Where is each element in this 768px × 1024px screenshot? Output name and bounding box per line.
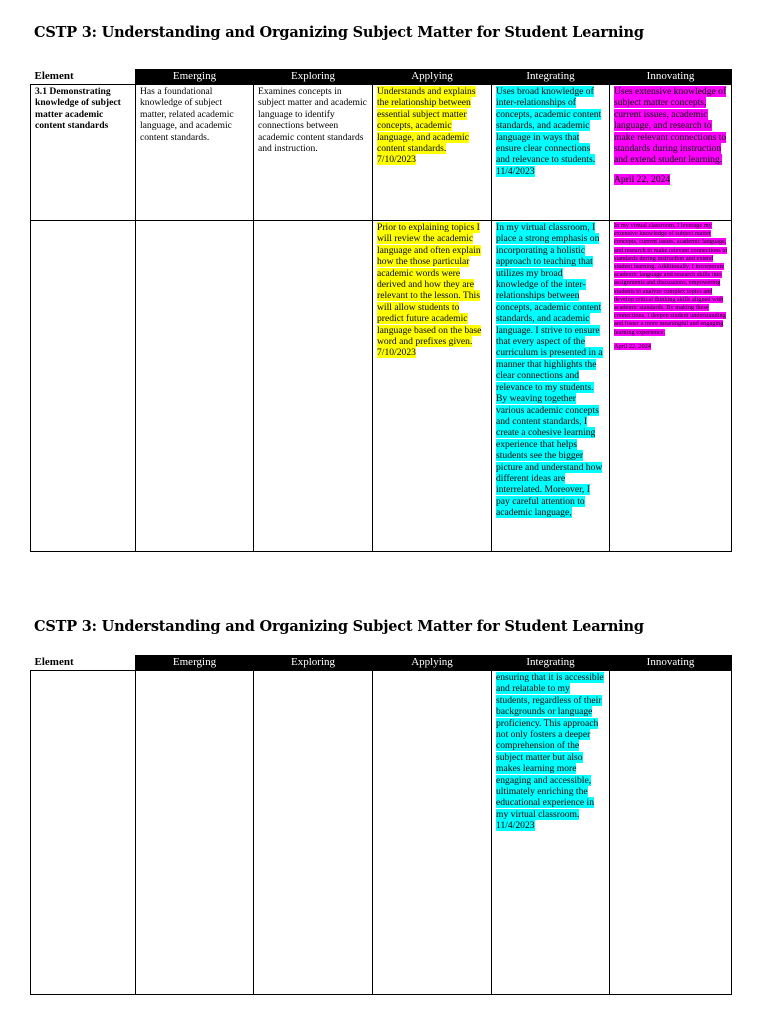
element-header: Element (31, 656, 136, 671)
emerging-cell (136, 221, 254, 552)
exploring-cell (254, 671, 373, 995)
applying-text: Prior to explaining topics I will review the academic language and often explain how the those particular academic words were derived and how they are relevant to the lesson. This will allow students to predict future academic language based on the base word and prefixes given. (377, 222, 482, 348)
integrating-text: In my virtual classroom, I place a strong emphasis on incorporating a holistic approach to teaching that utilizes my broad knowledge of the inter-relationships between concepts, academic content standards, and academic language. I strive to ensure that every aspect of the curriculum is presented in a manner that highlights the clear connections and relevance to my students. By weaving together various academic concepts and content standards, I create a cohesive learning experience that helps students see the bigger picture and understand how different ideas are interrelated. Moreover, I pay careful attention to academic language, (496, 222, 603, 519)
table-row (31, 221, 732, 552)
innovating-header: Innovating (610, 70, 732, 85)
emerging-header: Emerging (136, 656, 254, 671)
innovating-date: April 22, 2024 (614, 342, 651, 350)
innovating-cell (610, 85, 732, 221)
table-row (31, 671, 732, 995)
emerging-cell: Has a foundational knowledge of subject matter, related academic language, and academic content standards. (136, 85, 254, 221)
innovating-text: In my virtual classroom, I leverage my extensive knowledge of subject matter concepts, current issues, academic language, and research to make relevant connections to standards during instruction and extend student learning. Additionally, I incorporate academic language and research skills into assignments and discussions, empowering students to analyze complex topics and develop critical thinking skills aligned with academic standards. By making these connections, I deepen student understanding and foster a more meaningful and engaging learning experience. (614, 222, 728, 336)
applying-cell (373, 221, 492, 552)
applying-date: 7/10/2023 (377, 154, 416, 166)
applying-header: Applying (373, 70, 492, 85)
integrating-header: Integrating (492, 656, 610, 671)
integrating-date: 11/4/2023 (496, 165, 535, 177)
exploring-header: Exploring (254, 70, 373, 85)
innovating-date: April 22, 2024 (614, 173, 671, 185)
element-cell: 3.1 Demonstrating knowledge of subject matter academic content standards (31, 85, 136, 221)
integrating-cell (492, 85, 610, 221)
integrating-text: ensuring that it is accessible and relatable to my students, regardless of their backgrounds or language proficiency. This approach not only fosters a deeper comprehension of the subject matter but also makes learning more engaging and accessible, ultimately enriching the educational experience in my virtual classroom. (496, 672, 604, 820)
applying-cell (373, 671, 492, 995)
integrating-text: Uses broad knowledge of inter-relationships of concepts, academic content standards, and academic language in ways that ensure clear connections and relevance to students. (496, 86, 602, 166)
innovating-cell (610, 671, 732, 995)
element-cell (31, 221, 136, 552)
exploring-cell (254, 221, 373, 552)
exploring-header: Exploring (254, 656, 373, 671)
element-cell (31, 671, 136, 995)
applying-date: 7/10/2023 (377, 347, 416, 359)
applying-text: Understands and explains the relationship between essential subject matter concepts, academic language, and academic content standards. (377, 86, 476, 155)
emerging-cell (136, 671, 254, 995)
integrating-cell (492, 221, 610, 552)
integrating-cell (492, 671, 610, 995)
applying-cell (373, 85, 492, 221)
page-title: CSTP 3: Understanding and Organizing Subject Matter for Student Learning (34, 24, 644, 41)
innovating-text: Uses extensive knowledge of subject matter concepts, current issues, academic language, and research to make relevant connections to standards during instruction and extend student learning. (614, 86, 727, 166)
rubric-table (30, 69, 732, 552)
header-row (31, 656, 732, 671)
integrating-date: 11/4/2023 (496, 820, 535, 832)
emerging-header: Emerging (136, 70, 254, 85)
exploring-cell: Examines concepts in subject matter and academic language to identify connections between academic content standards and instruction. (254, 85, 373, 221)
header-row (31, 70, 732, 85)
integrating-header: Integrating (492, 70, 610, 85)
innovating-cell (610, 221, 732, 552)
innovating-header: Innovating (610, 656, 732, 671)
applying-header: Applying (373, 656, 492, 671)
table-row (31, 85, 732, 221)
element-header: Element (31, 70, 136, 85)
rubric-table (30, 655, 732, 995)
page-title: CSTP 3: Understanding and Organizing Subject Matter for Student Learning (34, 618, 644, 635)
